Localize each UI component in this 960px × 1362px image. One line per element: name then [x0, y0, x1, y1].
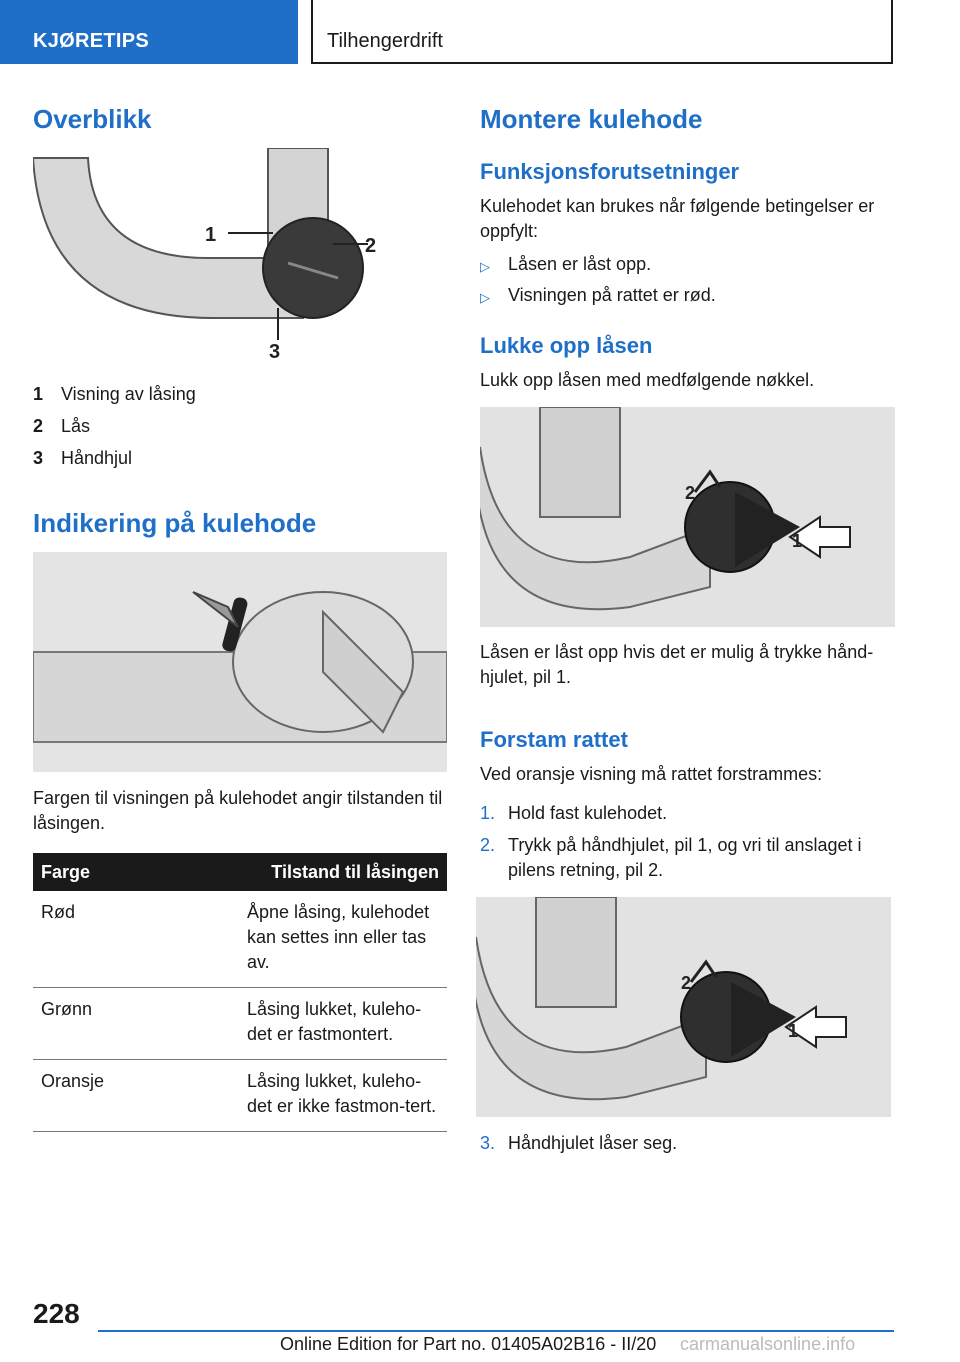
tension-title: Forstam rattet — [480, 727, 628, 752]
figure-label-2: 2 — [365, 235, 377, 257]
header-section-tab — [0, 0, 298, 64]
table-cell: Låsing lukket, kuleho-det er fastmontert. — [239, 988, 447, 1060]
unlock-note: Låsen er låst opp hvis det er mulig å trykke hånd-hjulet, pil 1. — [480, 642, 874, 687]
overview-title: Overblikk — [33, 104, 152, 134]
figure-label-1: 1 — [788, 1021, 799, 1041]
table-row — [33, 1060, 447, 1132]
legend-num: 3 — [33, 448, 44, 468]
tow-ball-overview-illustration — [33, 148, 447, 368]
header-section: KJØRETIPS — [33, 30, 150, 52]
figure-label-3: 3 — [269, 341, 281, 363]
figure-label-1: 1 — [205, 224, 217, 246]
figure-label-1: 1 — [792, 531, 803, 551]
prereq-item-text: Visningen på rattet er rød. — [508, 285, 716, 305]
table-cell: Rød — [33, 891, 239, 988]
step-number: 1. — [480, 803, 496, 823]
page-number: 228 — [33, 1298, 80, 1329]
table-cell: Åpne låsing, kulehodet kan settes inn eller tas av. — [239, 891, 447, 988]
tow-ball-indicator-illustration — [33, 552, 447, 772]
mount-title: Montere kulehode — [480, 104, 703, 134]
edition-text: Online Edition for Part no. 01405A02B16 - II/20 — [280, 1334, 657, 1354]
tension-figure — [476, 897, 891, 1117]
prereq-text: Kulehodet kan brukes når følgende betingelser er oppfylt: — [480, 196, 875, 241]
bullet-triangle-icon: ▷ — [480, 259, 490, 274]
prereq-item-text: Låsen er låst opp. — [508, 254, 652, 274]
tension-illustration — [476, 897, 891, 1117]
indicator-table — [33, 853, 447, 1132]
legend-label: Lås — [61, 416, 91, 436]
table-cell: Låsing lukket, kuleho-det er ikke fastmon-tert. — [239, 1060, 447, 1132]
legend-label: Visning av låsing — [61, 384, 196, 404]
overview-figure — [33, 148, 447, 368]
table-header-color: Farge — [33, 853, 239, 891]
step-number: 3. — [480, 1133, 496, 1153]
footer-rule — [98, 1330, 894, 1332]
step-number: 2. — [480, 835, 496, 855]
figure-label-2: 2 — [681, 973, 692, 993]
tension-text: Ved oransje visning må rattet forstrammes: — [480, 764, 823, 784]
indicator-title: Indikering på kulehode — [33, 508, 317, 538]
unlock-illustration — [480, 407, 895, 627]
step-text: Trykk på håndhjulet, pil 1, og vri til anslaget i pilens retning, pil 2. — [508, 835, 862, 880]
indicator-figure — [33, 552, 447, 772]
table-row — [33, 891, 447, 988]
unlock-text: Lukk opp låsen med medfølgende nøkkel. — [480, 370, 815, 390]
unlock-title: Lukke opp låsen — [480, 333, 653, 358]
figure-label-2: 2 — [685, 483, 696, 503]
header-topic: Tilhengerdrift — [327, 30, 443, 52]
legend-num: 1 — [33, 384, 44, 404]
unlock-figure — [480, 407, 895, 627]
step-text: Håndhjulet låser seg. — [508, 1133, 678, 1153]
legend-label: Håndhjul — [61, 448, 133, 468]
indicator-text: Fargen til visningen på kulehodet angir tilstanden til låsingen. — [33, 788, 443, 833]
table-cell: Oransje — [33, 1060, 239, 1132]
table-header-state: Tilstand til låsingen — [239, 853, 447, 891]
bullet-triangle-icon: ▷ — [480, 290, 490, 305]
table-cell: Grønn — [33, 988, 239, 1060]
step-text: Hold fast kulehodet. — [508, 803, 668, 823]
legend-num: 2 — [33, 416, 44, 436]
watermark: carmanualsonline.info — [680, 1334, 856, 1354]
table-row — [33, 988, 447, 1060]
header-topic-box — [311, 0, 893, 64]
prereq-title: Funksjonsforutsetninger — [480, 159, 740, 184]
